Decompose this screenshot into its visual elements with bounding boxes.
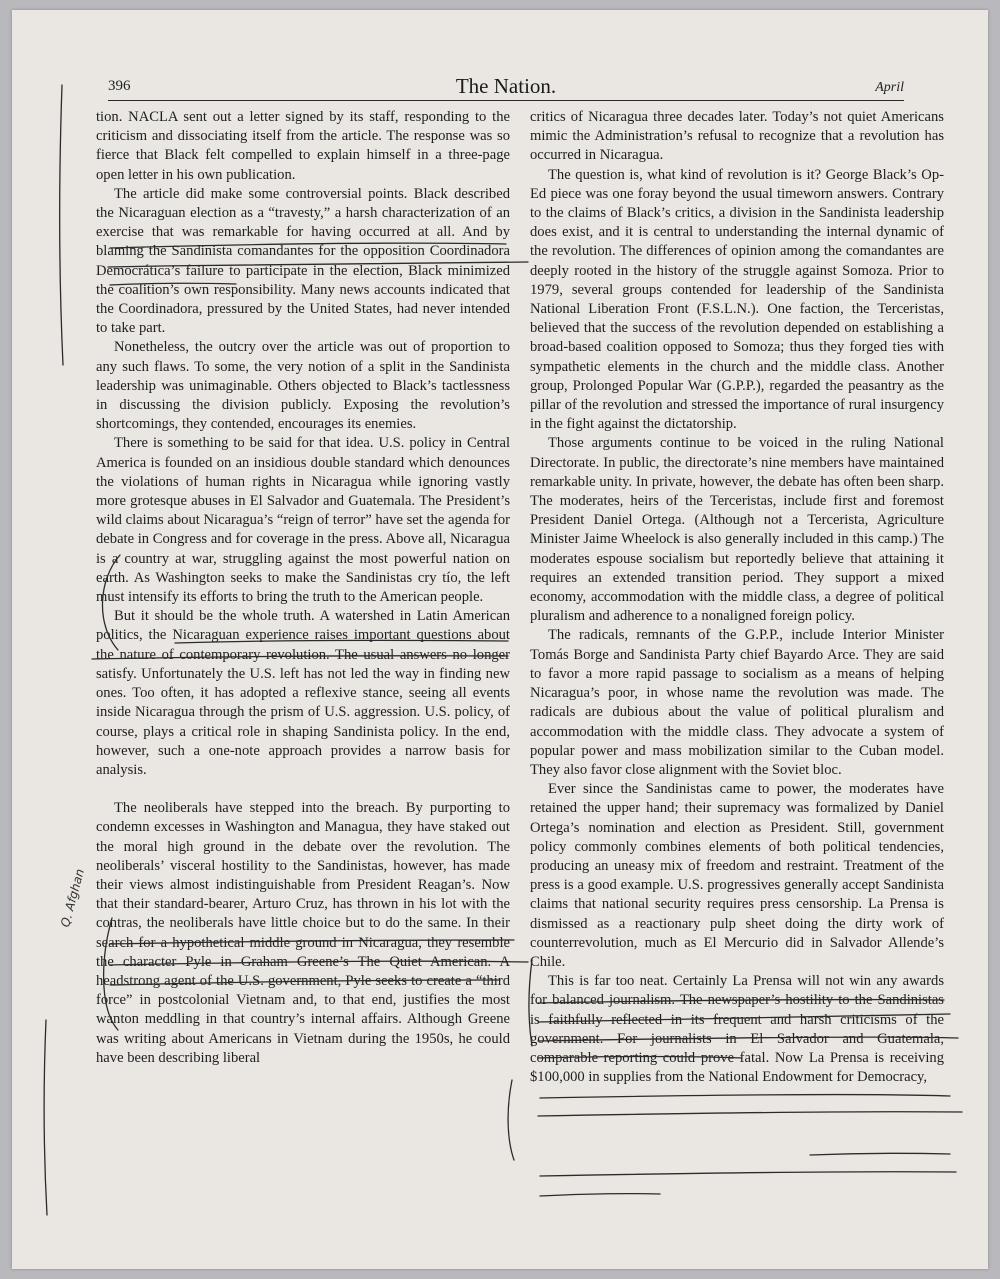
paragraph: The radicals, remnants of the G.P.P., include Interior Minister Tomás Borge and Sandinista Party chief Bayardo Arce. They are said to favor a more rapid passage to socialism as a means of helping Nicaragua’s poor, in whose name the revolution was made. The radicals are dubious about the value of political pluralism and accommodation with the middle class. They advocate a system of popular power and mass mobilization similar to the Cuban model. They also favor close alignment with the Soviet bloc. bbox=[530, 627, 944, 778]
paragraph: This is far too neat. Certainly La Prensa will not win any awards for balanced journalism. The newspaper’s hostility to the Sandinistas is faithfully reflected in its frequent and harsh criticisms of the government. For journalists in El Salvador and Guatemala, comparable reporting could prove fatal. Now La Prensa is receiving $100,000 in supplies from the National Endowment for Democracy, bbox=[530, 973, 944, 1086]
left-column bbox=[96, 108, 510, 1068]
paragraph: Ever since the Sandinistas came to power, the moderates have retained the upper hand; their supremacy was formalized by Daniel Ortega’s nomination and election as President. Still, government policy commonly combines elements of both political tendencies, producing an uneasy mix of freedom and restraint. Treatment of the press is a good example. U.S. progressives generally accept Sandinista claims that national security requires press censorship. La Prensa is dismissed as a reactionary pulp sheet doing the dirty work of counterrevolution, much as El Mercurio did in Salvador Allende’s Chile. bbox=[530, 781, 944, 970]
masthead: The Nation. bbox=[455, 74, 557, 98]
handwritten-margin-note: Q. Afghan bbox=[58, 867, 87, 929]
paragraph: The neoliberals have stepped into the breach. By purporting to condemn excesses in Washington and Managua, they have staked out the moral high ground in the debate over the revolution. The neoliberals’ visceral hostility to the Sandinistas, however, has made their views almost indistinguishable from President Reagan’s. Now that their standard-bearer, Arturo Cruz, has thrown in his lot with the contras, the neoliberals have little choice but to do the same. In their search for a hypothetical middle ground in Nicaragua, they resemble the character Pyle in Graham Greene’s The Quiet American. A headstrong agent of the U.S. government, Pyle seeks to create a “third force” in postcolonial Vietnam and, to that end, justifies the most wanton meddling in that country’s internal affairs. Although Greene was writing about Americans in Vietnam during the 1950s, he could have been describing liberal bbox=[96, 800, 510, 1066]
right-column bbox=[530, 108, 944, 1087]
page-header bbox=[108, 74, 904, 101]
paragraph: critics of Nicaragua three decades later. Today’s not quiet Americans mimic the Administration’s refusal to recognize that a revolution has occurred in Nicaragua. bbox=[530, 109, 944, 164]
paragraph: There is something to be said for that idea. U.S. policy in Central America is founded on an insidious double standard which denounces the violations of human rights in Nicaragua while ignoring vastly more grotesque abuses in El Salvador and Guatemala. The President’s wild claims about Nicaragua’s “reign of terror” have set the agenda for debate in Congress and for coverage in the press. Above all, Nicaragua is a country at war, struggling against the most powerful nation on earth. As Washington seeks to make the Sandinistas cry tío, the left must intensify its efforts to bring the truth to the American people. bbox=[96, 435, 510, 606]
paragraph: tion. NACLA sent out a letter signed by its staff, responding to the criticism and dissociating itself from the article. The response was so fierce that Black felt compelled to explain himself in a three-page open letter in his own publication. bbox=[96, 109, 510, 183]
paragraph: The article did make some controversial points. Black described the Nicaraguan election as a “travesty,” a harsh characterization of an exercise that was remarkable for having occurred at all. And by blaming the Sandinista comandantes for the opposition Coordinadora Democrática’s failure to participate in the election, Black minimized the coalition’s own responsibility. Many news accounts indicated that the Coordinadora, pressured by the United States, had never intended to take part. bbox=[96, 185, 510, 337]
page-number: 396 bbox=[108, 78, 131, 94]
paragraph: But it should be the whole truth. A watershed in Latin American politics, the Nicaraguan experience raises important questions about the nature of contemporary revolution. The usual answers no longer satisfy. Unfortunately the U.S. left has not led the way in finding new ones. Too often, it has adopted a reflexive stance, seeing all events inside Nicaragua through the prism of U.S. aggression. U.S. policy, of course, plays a critical role in shaping Sandinista policy. In the end, however, such a one-note approach provides a narrow basis for analysis. bbox=[96, 608, 510, 778]
paragraph: Those arguments continue to be voiced in the ruling National Directorate. In public, the directorate’s nine members have maintained remarkable unity. In private, however, the debate has often been sharp. The moderates, heirs of the Terceristas, include first and foremost President Daniel Ortega. (Although not a Tercerista, Agriculture Minister Jaime Wheelock is also generally included in this camp.) The moderates espouse socialism but reportedly believe that attaining it requires an extended transition period. They support a mixed economy, accommodation with the middle class, a degree of political pluralism and adherence to a nonaligned foreign policy. bbox=[530, 435, 944, 625]
issue-date: April bbox=[875, 80, 904, 95]
paragraph: The question is, what kind of revolution is it? George Black’s Op-Ed piece was one foray beyond the usual timeworn answers. Contrary to the claims of Black’s critics, a division in the Sandinista leadership does exist, and it is central to understanding the internal dynamic of the revolution. The differences of opinion among the comandantes are deeply rooted in the history of the struggle against Somoza. Prior to 1979, several groups contended for leadership of the Sandinista National Liberation Front (F.S.L.N.). One faction, the Terceristas, believed that the success of the revolution depended on establishing a broad-based coalition opposed to Somoza; thus they forged ties with sympathetic elements in the church and the middle class. Another group, Prolonged Popular War (G.P.P.), regarded the peasantry as the pillar of the revolution and stressed the importance of rural insurgency in the fight against the dictatorship. bbox=[530, 166, 944, 433]
paragraph: Nonetheless, the outcry over the article was out of proportion to any such flaws. To some, the very notion of a split in the Sandinista leadership was unimaginable. Others objected to Black’s tactlessness in discussing the division publicly. Exposing the revolution’s shortcomings, they contended, encourages its enemies. bbox=[96, 339, 510, 433]
